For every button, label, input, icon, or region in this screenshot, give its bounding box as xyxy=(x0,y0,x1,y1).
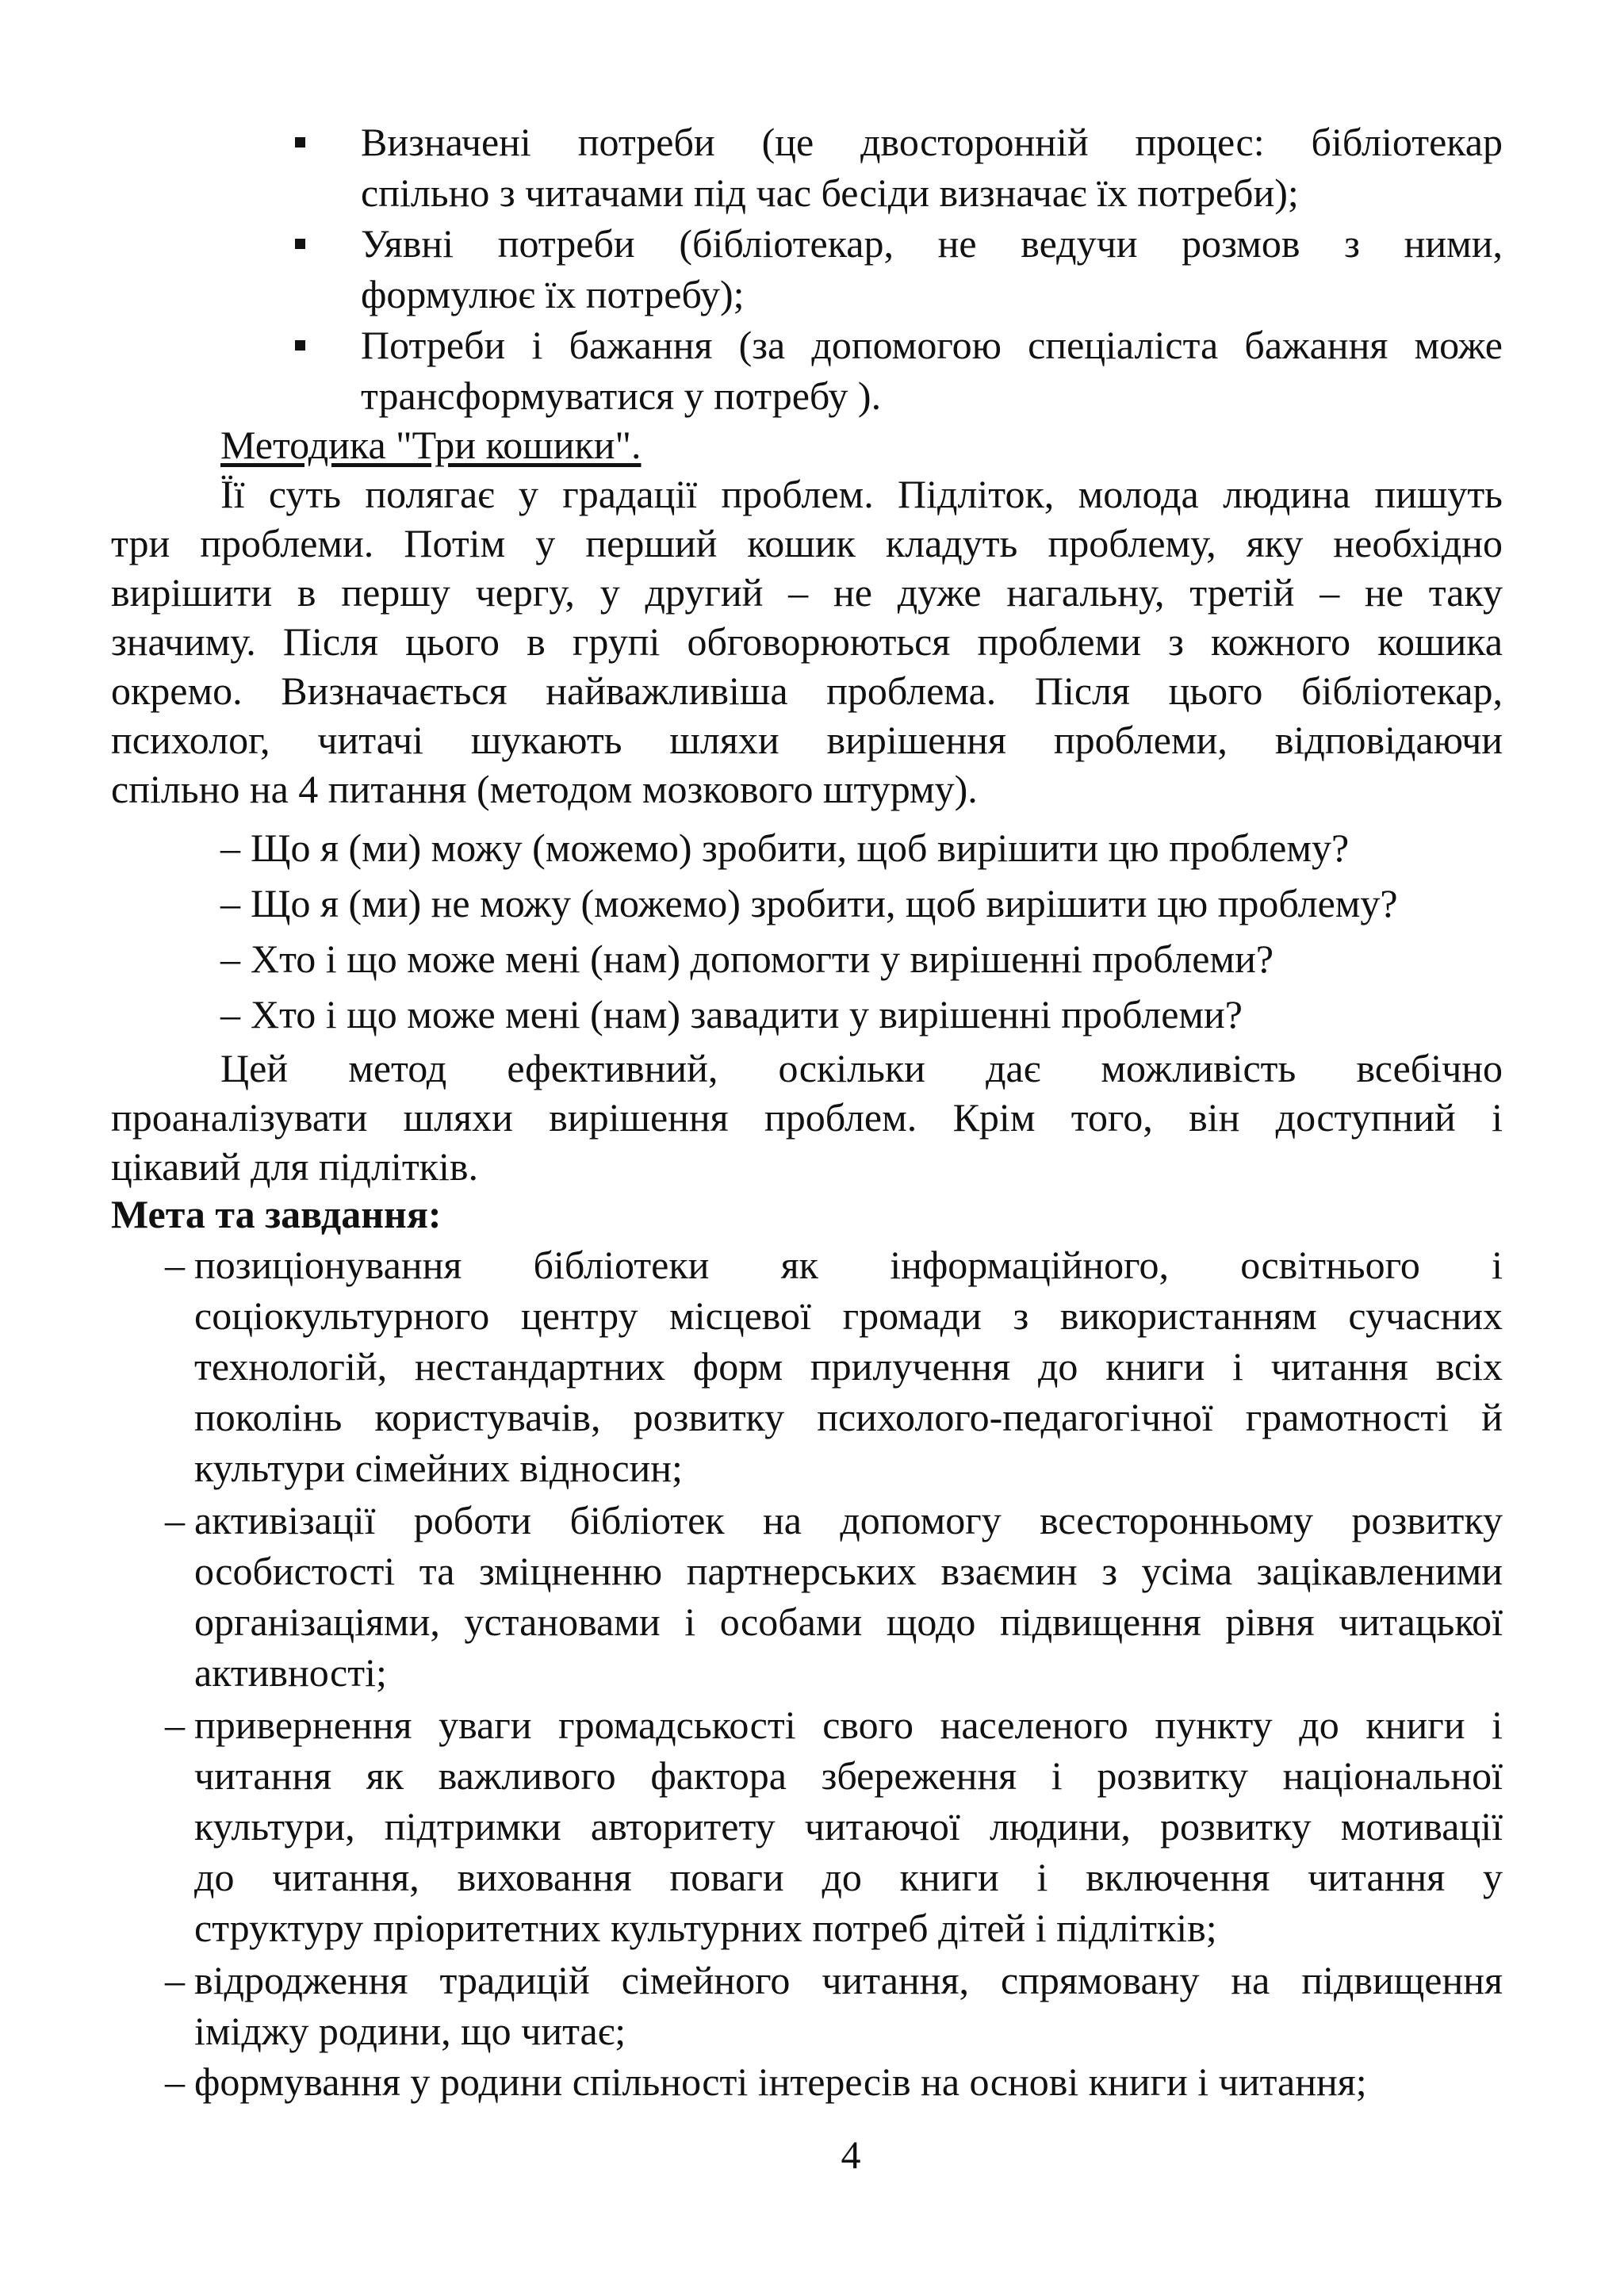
goals-heading: Мета та завдання: xyxy=(111,1192,442,1236)
text-line: відродження традицій сімейного читання, спрямовану на підвищення xyxy=(194,1958,1503,2002)
dash-bullet: – xyxy=(220,881,240,925)
text-line: Визначені потреби (це двосторонній процес: бібліотекар xyxy=(361,120,1503,164)
text-line: цікавий для підлітків. xyxy=(111,1144,478,1189)
dash-bullet: – xyxy=(220,826,240,870)
text-line: трансформуватися у потребу ). xyxy=(361,374,882,418)
text-line: привернення уваги громадськості свого населеного пункту до книги і xyxy=(194,1703,1503,1747)
text-line: культури сімейних відносин; xyxy=(194,1446,683,1490)
text-line: особистості та зміцненню партнерських взаємин з усіма зацікавленими xyxy=(194,1549,1503,1593)
question-text: Що я (ми) можу (можемо) зробити, щоб вирішити цю проблему? xyxy=(251,826,1350,870)
dash-bullet: – xyxy=(220,937,240,981)
text-line: формування у родини спільності інтересів на основі книги і читання; xyxy=(194,2059,1367,2104)
text-line: три проблеми. Потім у перший кошик кладуть проблему, яку необхідно xyxy=(111,521,1503,565)
text-line: Її суть полягає у градації проблем. Підліток, молода людина пишуть xyxy=(220,472,1503,516)
text-line: формулює їх потребу); xyxy=(361,272,745,316)
text-line: психолог, читачі шукають шляхи вирішення проблеми, відповідаючи xyxy=(111,718,1503,762)
text-line: окремо. Визначається найважливіша проблема. Після цього бібліотекар, xyxy=(111,669,1503,713)
dash-bullet: – xyxy=(165,1703,185,1747)
square-bullet-icon xyxy=(295,137,305,148)
question-text: Хто і що може мені (нам) завадити у вирішенні проблеми? xyxy=(251,992,1243,1036)
dash-bullet: – xyxy=(165,1243,185,1287)
text-line: позиціонування бібліотеки як інформаційного, освітнього і xyxy=(194,1243,1503,1287)
text-line: структуру пріоритетних культурних потреб дітей і підлітків; xyxy=(194,1906,1217,1950)
text-line: поколінь користувачів, розвитку психолого-педагогічної грамотності й xyxy=(194,1395,1503,1439)
text-line: технологій, нестандартних форм прилучення до книги і читання всіх xyxy=(194,1344,1503,1389)
text-line: до читання, виховання поваги до книги і включення читання у xyxy=(194,1855,1503,1899)
text-line: організаціями, установами і особами щодо підвищення рівня читацької xyxy=(194,1600,1503,1644)
page-number: 4 xyxy=(841,2132,861,2177)
text-line: соціокультурного центру місцевої громади з використанням сучасних xyxy=(194,1293,1503,1338)
text-line: іміджу родини, що читає; xyxy=(194,2009,626,2053)
method-heading: Методика "Три кошики". xyxy=(220,423,642,467)
square-bullet-icon xyxy=(295,340,305,351)
text-line: значиму. Після цього в групі обговорюються проблеми з кожного кошика xyxy=(111,619,1503,664)
dash-bullet: – xyxy=(165,2059,185,2104)
question-text: Що я (ми) не можу (можемо) зробити, щоб вирішити цю проблему? xyxy=(251,881,1398,925)
text-line: читання як важливого фактора збереження і розвитку національної xyxy=(194,1753,1503,1798)
dash-bullet: – xyxy=(165,1498,185,1542)
dash-bullet: – xyxy=(165,1958,185,2002)
text-line: спільно з читачами під час бесіди визначає їх потреби); xyxy=(361,170,1299,215)
text-line: Уявні потреби (бібліотекар, не ведучи розмов з ними, xyxy=(361,221,1503,266)
text-line: Потреби і бажання (за допомогою спеціаліста бажання може xyxy=(361,323,1503,367)
text-line: спільно на 4 питання (методом мозкового штурму). xyxy=(111,767,978,811)
text-line: активності; xyxy=(194,1650,387,1695)
square-bullet-icon xyxy=(295,239,305,249)
text-line: культури, підтримки авторитету читаючої людини, розвитку мотивації xyxy=(194,1804,1503,1849)
text-line: Цей метод ефективний, оскільки дає можливість всебічно xyxy=(220,1046,1503,1090)
text-line: активізації роботи бібліотек на допомогу всесторонньому розвитку xyxy=(194,1498,1503,1542)
dash-bullet: – xyxy=(220,992,240,1036)
question-text: Хто і що може мені (нам) допомогти у вирішенні проблеми? xyxy=(251,937,1274,981)
text-line: проаналізувати шляхи вирішення проблем. Крім того, він доступний і xyxy=(111,1095,1503,1140)
text-line: вирішити в першу чергу, у другий – не дуже нагальну, третій – не таку xyxy=(111,570,1503,615)
